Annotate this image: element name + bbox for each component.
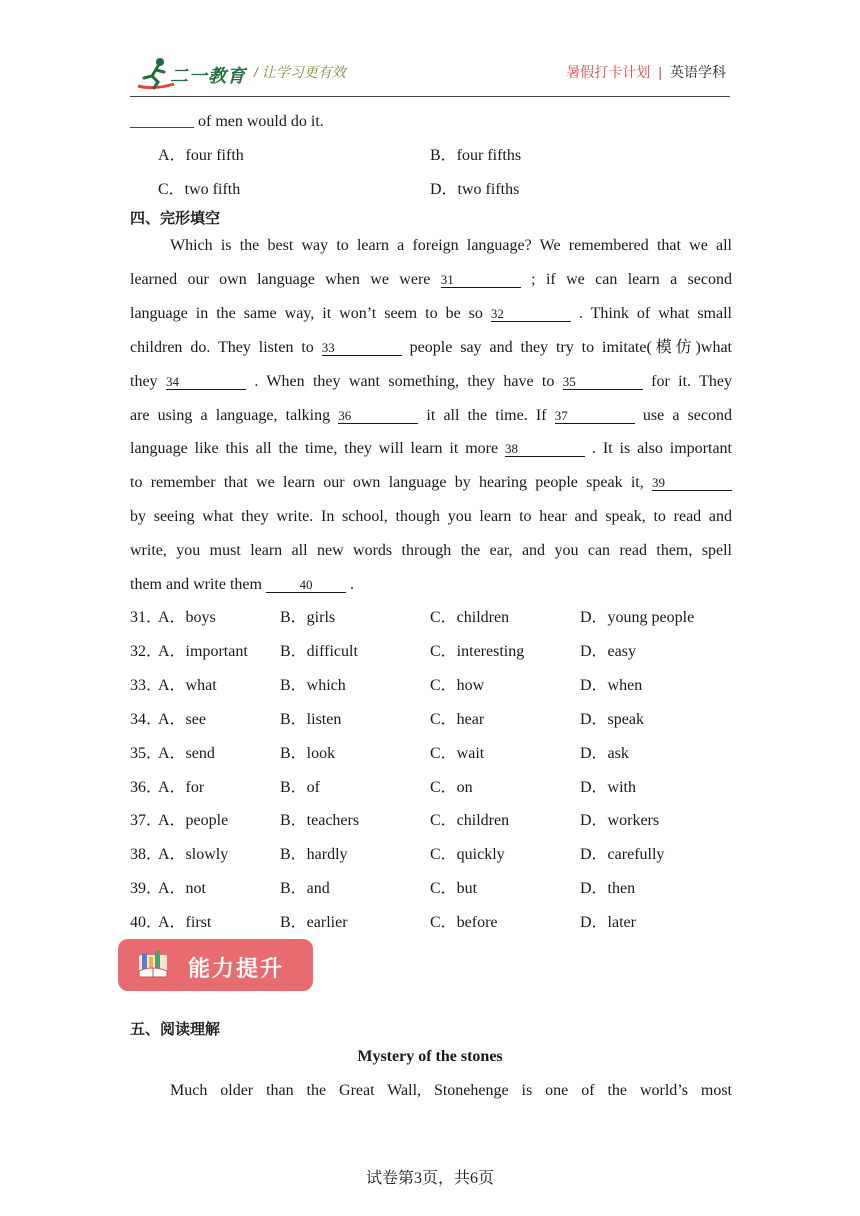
option-d: D．when (580, 676, 643, 694)
cloze-blank: 33 (322, 341, 402, 356)
cloze-text: learned our own language when we were (130, 270, 441, 288)
question-row (130, 642, 750, 662)
cloze-blank: 40 (266, 578, 346, 593)
cloze-text: . When they want something, they have to (245, 372, 563, 390)
option-d: D．ask (580, 744, 629, 762)
cloze-text: Which is the best way to learn a foreign language? We remembered that we all (170, 237, 732, 254)
cloze-text: language in the same way, it won’t seem to be so (130, 304, 491, 322)
question-row (130, 913, 750, 933)
option-b: B．look (280, 744, 336, 762)
prev-option-b: B．four fifths (430, 147, 522, 164)
cloze-blank: 38 (505, 442, 585, 457)
reading-title: Mystery of the stones (357, 1048, 503, 1065)
cloze-text: . (345, 576, 354, 593)
option-a: A．send (158, 744, 215, 762)
question-number: 32． (130, 642, 163, 660)
header-rule (130, 96, 730, 97)
question-number: 38． (130, 846, 163, 864)
cloze-blank: 36 (338, 409, 418, 424)
cloze-text: it all the time. If (418, 406, 555, 424)
subject-label: 英语学科 (670, 64, 726, 80)
question-row (130, 608, 750, 628)
option-c: C．children (430, 812, 510, 830)
option-b: B．difficult (280, 642, 358, 660)
book-icon (136, 949, 170, 981)
option-a: A．see (158, 710, 206, 728)
logo-text: 二一教育 (170, 66, 246, 86)
option-a: A．important (158, 642, 248, 660)
option-c: C．how (430, 676, 485, 694)
cloze-text: children do. They listen to (130, 338, 322, 356)
question-number: 39． (130, 880, 163, 898)
cloze-text: by seeing what they write. In school, though you learn to hear and speak, to read and (130, 508, 732, 526)
option-a: A．what (158, 676, 217, 694)
option-a: A．people (158, 812, 229, 830)
reading-heading: 五、阅读理解 (130, 1020, 221, 1038)
header-right (566, 62, 726, 82)
option-d: D．easy (580, 642, 636, 660)
question-row (130, 744, 750, 764)
cloze-text: people say and they try to imitate(模仿)what (401, 338, 732, 356)
question-number: 33． (130, 676, 163, 694)
cloze-line (130, 406, 732, 426)
cloze-text: to remember that we learn our own language by hearing people speak it, (130, 474, 652, 492)
prev-option-a: A．four fifth (158, 147, 244, 164)
plan-label: 暑假打卡计划 (566, 64, 651, 80)
cloze-line (130, 270, 732, 290)
cloze-line (130, 541, 732, 561)
cloze-text: for it. They (642, 372, 733, 390)
question-row (130, 778, 750, 798)
prev-option-d: D．two fifths (430, 181, 520, 198)
option-c: C．before (430, 914, 498, 932)
option-a: A．boys (158, 609, 216, 626)
prev-blank: ________ (130, 113, 194, 130)
cloze-text: use a second (634, 406, 732, 424)
question-number: 36． (130, 778, 163, 796)
option-b: B．earlier (280, 914, 348, 932)
question-number: 40． (130, 914, 163, 932)
option-a: A．first (158, 914, 212, 932)
cloze-blank: 39 (652, 476, 732, 491)
question-number: 34． (130, 710, 163, 728)
option-b: B．hardly (280, 846, 348, 864)
slogan: / 让学习更有效 (254, 64, 346, 80)
option-d: D．later (580, 914, 636, 932)
cloze-line (130, 507, 732, 527)
prev-option-c: C．two fifth (158, 181, 241, 198)
option-a: A．for (158, 778, 205, 796)
question-row (130, 710, 750, 730)
option-c: C．hear (430, 710, 485, 728)
cloze-line (130, 575, 732, 595)
question-row (130, 676, 750, 696)
question-number: 37． (130, 812, 163, 830)
prev-text: of men would do it. (194, 113, 324, 130)
option-c: C．wait (430, 744, 485, 762)
question-number: 31． (130, 609, 163, 626)
cloze-line (130, 338, 732, 358)
cloze-blank: 31 (441, 273, 521, 288)
option-a: A．slowly (158, 846, 229, 864)
page-footer: 试卷第3页，共6页 (365, 1170, 494, 1187)
prev-question-line (130, 112, 732, 132)
question-row (130, 845, 750, 865)
cloze-blank: 34 (166, 375, 246, 390)
option-b: B．listen (280, 710, 342, 728)
cloze-heading: 四、完形填空 (130, 209, 221, 227)
header-divider: | (658, 64, 662, 80)
cloze-blank: 37 (555, 409, 635, 424)
banner-text: 能力提升 (188, 957, 285, 982)
reading-first-line: Much older than the Great Wall, Stonehenge is one of the world’s most (170, 1082, 732, 1099)
cloze-line (130, 473, 732, 493)
cloze-text: them and write them (130, 576, 266, 593)
option-b: B．and (280, 880, 330, 898)
cloze-text: . It is also important (585, 440, 733, 458)
question-number: 35． (130, 744, 163, 762)
option-b: B．of (280, 778, 321, 796)
option-b: B．teachers (280, 812, 360, 830)
option-a: A．not (158, 880, 207, 898)
option-d: D．young people (580, 609, 695, 626)
option-b: B．girls (280, 609, 336, 626)
cloze-line (130, 236, 732, 256)
option-c: C．children (430, 609, 510, 626)
cloze-line (130, 372, 732, 392)
option-d: D．workers (580, 812, 660, 830)
cloze-text: ; if we can learn a second (520, 270, 733, 288)
ability-banner (118, 939, 313, 991)
option-c: C．interesting (430, 642, 525, 660)
option-d: D．speak (580, 710, 644, 728)
cloze-blank: 35 (563, 375, 643, 390)
option-d: D．with (580, 778, 637, 796)
option-c: C．quickly (430, 846, 505, 864)
cloze-text: are using a language, talking (130, 406, 339, 424)
option-c: C．on (430, 778, 473, 796)
cloze-text: language like this all the time, they will learn it more (130, 440, 506, 458)
option-d: D．then (580, 880, 636, 898)
option-c: C．but (430, 880, 478, 898)
cloze-text: they (130, 372, 166, 390)
cloze-line (130, 439, 732, 459)
option-b: B．which (280, 676, 346, 694)
cloze-line (130, 304, 732, 324)
page-header (130, 52, 730, 96)
cloze-blank: 32 (491, 307, 571, 322)
option-d: D．carefully (580, 846, 665, 864)
cloze-text: . Think of what small (570, 304, 732, 322)
cloze-text: write, you must learn all new words through the ear, and you can read them, spell (130, 542, 732, 560)
question-row (130, 879, 750, 899)
question-row (130, 811, 750, 831)
